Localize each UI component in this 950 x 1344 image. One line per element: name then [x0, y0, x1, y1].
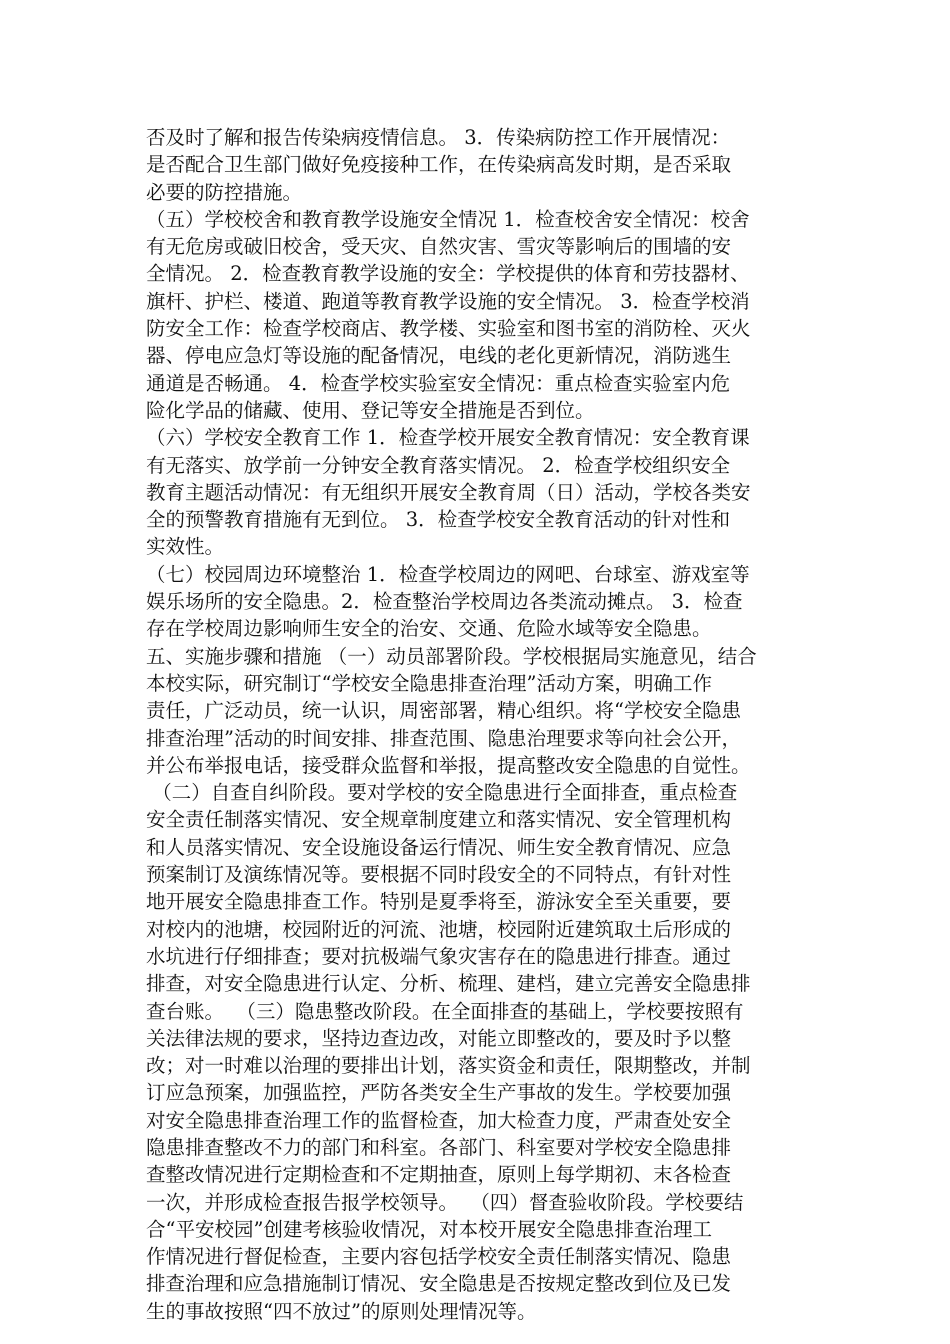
text-line: 旗杆、护栏、楼道、跑道等教育教学设施的安全情况。 3．检查学校消 [146, 289, 750, 313]
text-line: 全的预警教育措施有无到位。 3．检查学校安全教育活动的针对性和 [146, 508, 731, 532]
text-line: 预案制订及演练情况等。要根据不同时段安全的不同特点，有针对性 [146, 863, 732, 887]
text-line: 否及时了解和报告传染病疫情信息。 3．传染病防控工作开展情况： [146, 126, 731, 149]
text-line: 地开展安全隐患排查工作。特别是夏季将至，游泳安全至关重要，要 [146, 890, 732, 914]
text-line: 有无危房或破旧校舍，受天灾、自然灾害、雪灾等影响后的围墙的安 [146, 235, 732, 259]
text-line: 作情况进行督促检查，主要内容包括学校安全责任制落实情况、隐患 [146, 1245, 732, 1269]
text-line: 必要的防控措施。 [146, 180, 303, 204]
text-line: （六）学校安全教育工作 1．检查学校开展安全教育情况：安全教育课 [146, 426, 750, 450]
text-line: 合“平安校园”创建考核验收情况，对本校开展安全隐患排查治理工 [146, 1217, 712, 1241]
text-line: （五）学校校舍和教育教学设施安全情况 1．检查校舍安全情况：校舍 [146, 207, 750, 231]
text-line: 对校内的池塘，校园附近的河流、池塘，校园附近建筑取土后形成的 [146, 917, 732, 941]
text-line: 对安全隐患排查治理工作的监督检查，加大检查力度，严肃查处安全 [146, 1108, 732, 1132]
text-line: 订应急预案，加强监控，严防各类安全生产事故的发生。学校要加强 [146, 1081, 732, 1105]
text-line: 器、停电应急灯等设施的配备情况，电线的老化更新情况，消防逃生 [146, 344, 732, 368]
text-line: 隐患排查整改不力的部门和科室。各部门、科室要对学校安全隐患排 [146, 1135, 732, 1159]
text-line: 教育主题活动情况：有无组织开展安全教育周（日）活动，学校各类安 [146, 480, 751, 504]
text-line: 安全责任制落实情况、安全规章制度建立和落实情况、安全管理机构 [146, 808, 732, 832]
text-line: 实效性。 [146, 535, 225, 559]
text-line: 并公布举报电话，接受群众监督和举报，提高整改安全隐患的自觉性。 [146, 753, 751, 777]
text-line: 一次，并形成检查报告报学校领导。 （四）督查验收阶段。学校要结 [146, 1190, 744, 1214]
text-line: 水坑进行仔细排查；要对抗极端气象灾害存在的隐患进行排查。通过 [146, 944, 732, 968]
text-line: 娱乐场所的安全隐患。2．检查整治学校周边各类流动摊点。 3．检查 [146, 590, 743, 614]
text-line: 通道是否畅通。 4．检查学校实验室安全情况：重点检查实验室内危 [146, 371, 731, 395]
text-line: 五、实施步骤和措施 （一）动员部署阶段。学校根据局实施意见，结合 [146, 644, 757, 668]
text-line: 查台账。 （三）隐患整改阶段。在全面排查的基础上，学校要按照有 [146, 999, 744, 1023]
text-line: 关法律法规的要求，坚持边查边改，对能立即整改的，要及时予以整 [146, 1026, 732, 1050]
text-line: 排查治理”活动的时间安排、排查范围、隐患治理要求等向社会公开， [146, 726, 741, 750]
text-line: 本校实际，研究制订“学校安全隐患排查治理”活动方案，明确工作 [146, 671, 712, 695]
text-line: 和人员落实情况、安全设施设备运行情况、师生安全教育情况、应急 [146, 835, 732, 859]
text-line: 险化学品的储藏、使用、登记等安全措施是否到位。 [146, 398, 595, 422]
text-line: 排查，对安全隐患进行认定、分析、梳理、建档，建立完善安全隐患排 [146, 972, 751, 996]
text-line: 改；对一时难以治理的要排出计划，落实资金和责任，限期整改，并制 [146, 1054, 751, 1078]
text-line: 生的事故按照“四不放过”的原则处理情况等。 [146, 1299, 537, 1323]
text-line: （二）自查自纠阶段。要对学校的安全隐患进行全面排查，重点检查 [146, 781, 738, 805]
text-line: （七）校园周边环境整治 1．检查学校周边的网吧、台球室、游戏室等 [146, 562, 750, 586]
text-line: 排查治理和应急措施制订情况、安全隐患是否按规定整改到位及已发 [146, 1272, 732, 1296]
text-line: 存在学校周边影响师生安全的治安、交通、危险水域等安全隐患。 [146, 617, 712, 641]
text-line: 是否配合卫生部门做好免疫接种工作，在传染病高发时期，是否采取 [146, 153, 732, 177]
text-line: 查整改情况进行定期检查和不定期抽查，原则上每学期初、末各检查 [146, 1163, 732, 1187]
text-line: 有无落实、放学前一分钟安全教育落实情况。 2．检查学校组织安全 [146, 453, 731, 477]
text-line: 全情况。 2．检查教育教学设施的安全：学校提供的体育和劳技器材、 [146, 262, 750, 286]
text-line: 责任，广泛动员，统一认识，周密部署，精心组织。将“学校安全隐患 [146, 699, 741, 723]
text-line: 防安全工作：检查学校商店、教学楼、实验室和图书室的消防栓、灭火 [146, 317, 751, 341]
body-text [146, 124, 821, 1325]
